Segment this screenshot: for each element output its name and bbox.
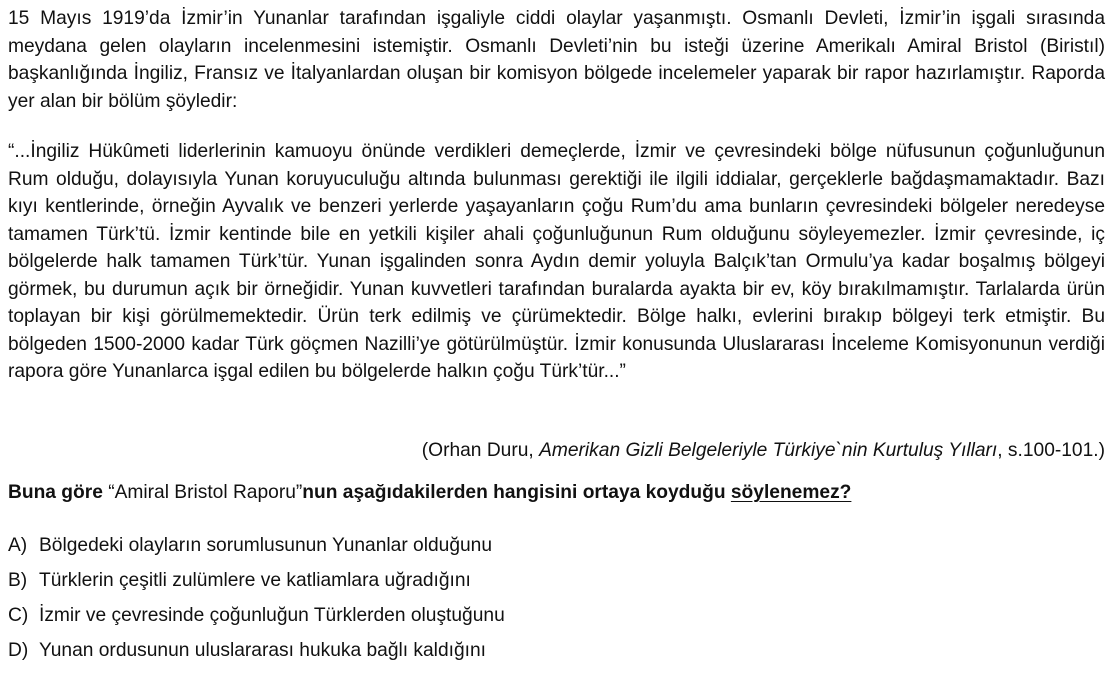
citation [422,437,1105,465]
question-negation: söylenemez? [730,482,852,503]
option-b[interactable] [8,567,505,602]
option-c[interactable] [8,602,505,637]
option-d[interactable] [8,637,505,672]
report-quote: “...İngiliz Hükûmeti liderlerinin kamuoyu önünde verdikleri demeçlerde, İzmir ve çevresindeki bölge nüfusunun çoğunluğunun Rum olduğu, dolayısıyla Yunan koruyuculuğu altında bulunması gerektiği ile ilgili iddialar, gerçeklerle bağdaşmamaktadır. Bazı kıyı kentlerinde, örneğin Ayvalık ve benzeri yerlerde yaşayanların çoğu Rum’du ama bunların çevresindeki bölgeler neredeyse tamamen Türk’tü. İzmir kentinde bile en yetkili kişiler ahali çoğunluğunun Rum olduğunu söyleyemezler. İzmir çevresinde, iç bölgelerde halk tamamen Türk’tür. Yunan işgalinden sonra Aydın demir yoluyla Balçık’tan Ormulu’ya kadar boşalmış bölgeyi görmek, bu durumun açık bir örneğidir. Yunan kuvvetleri tarafından buralarda ayakta bir ev, köy bırakılmamıştır. Tarlalarda ürün toplayan bir kişi görülmemektedir. Ürün terk edilmiş ve çürümektedir. Bölge halkı, evlerini bırakıp bölgeyi terk etmiştir. Bu bölgeden 1500-2000 kadar Türk göçmen Nazilli’ye götürülmüştür. İzmir konusunda Uluslararası İnceleme Komisyonunun verdiği rapora göre Yunanlarca işgal edilen bu bölgelerde halkın çoğu Türk’tür...” [8,141,1105,382]
citation-pages: , s.100-101.) [997,440,1105,461]
question-body: nun aşağıdakilerden hangisini ortaya koyduğu [302,482,731,503]
intro-paragraph: 15 Mayıs 1919’da İzmir’in Yunanlar tarafından işgaliyle ciddi olaylar yaşanmıştı. Osmanlı Devleti, İzmir’in işgali sırasında meydana gelen olayların incelenmesini istemiştir. Osmanlı Devleti’nin bu isteği üzerine Amerikalı Amiral Bristol (Biristıl) başkanlığında İngiliz, Fransız ve İtalyanlardan oluşan bir komisyon bölgede incelemeler yaparak bir rapor hazırlamıştır. Raporda yer alan bir bölüm şöyledir: [8,8,1105,112]
option-letter: A) [8,535,28,556]
option-text: Bölgedeki olayların sorumlusunun Yunanlar olduğunu [39,535,493,556]
option-text: Türklerin çeşitli zulümlere ve katliamlara uğradığını [39,570,471,591]
answer-options [8,532,505,672]
option-letter: D) [8,640,29,661]
option-a[interactable] [8,532,505,567]
option-text: Yunan ordusunun uluslararası hukuka bağlı kaldığını [39,640,486,661]
option-letter: B) [8,570,28,591]
question-report-name: “Amiral Bristol Raporu” [102,482,303,503]
question-lead: Buna göre [8,482,103,503]
citation-author: (Orhan Duru, [421,440,540,461]
option-letter: C) [8,605,29,626]
option-text: İzmir ve çevresinde çoğunluğun Türklerden oluştuğunu [39,605,505,626]
citation-book-title: Amerikan Gizli Belgeleriyle Türkiye`nin Kurtuluş Yılları [539,440,998,461]
question-stem [8,479,851,507]
